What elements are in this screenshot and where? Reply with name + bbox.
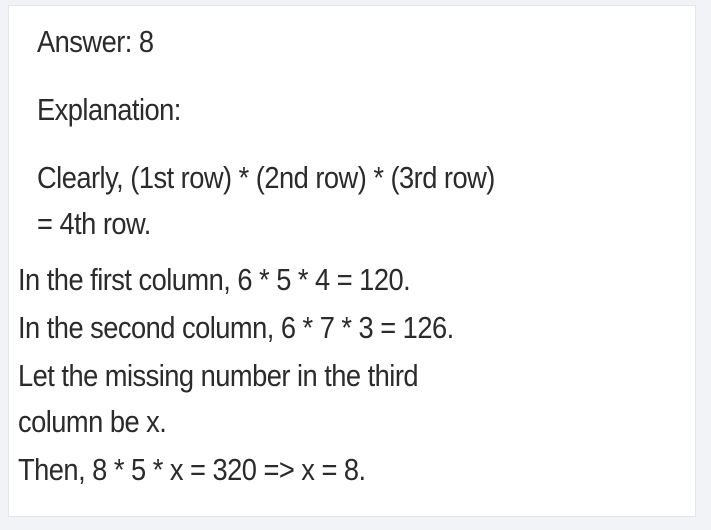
explanation-line-2: = 4th row. bbox=[37, 206, 151, 241]
explanation-line-6: column be x. bbox=[18, 404, 167, 439]
answer-text: Answer: 8 bbox=[37, 24, 154, 59]
explanation-line-4: In the second column, 6 * 7 * 3 = 126. bbox=[18, 310, 454, 345]
explanation-line-3: In the first column, 6 * 5 * 4 = 120. bbox=[18, 262, 411, 297]
explanation-heading: Explanation: bbox=[37, 92, 181, 127]
answer-card bbox=[8, 5, 696, 517]
explanation-line-5: Let the missing number in the third bbox=[18, 358, 419, 393]
explanation-line-7: Then, 8 * 5 * x = 320 => x = 8. bbox=[18, 452, 366, 487]
explanation-line-1: Clearly, (1st row) * (2nd row) * (3rd row) bbox=[37, 160, 495, 195]
